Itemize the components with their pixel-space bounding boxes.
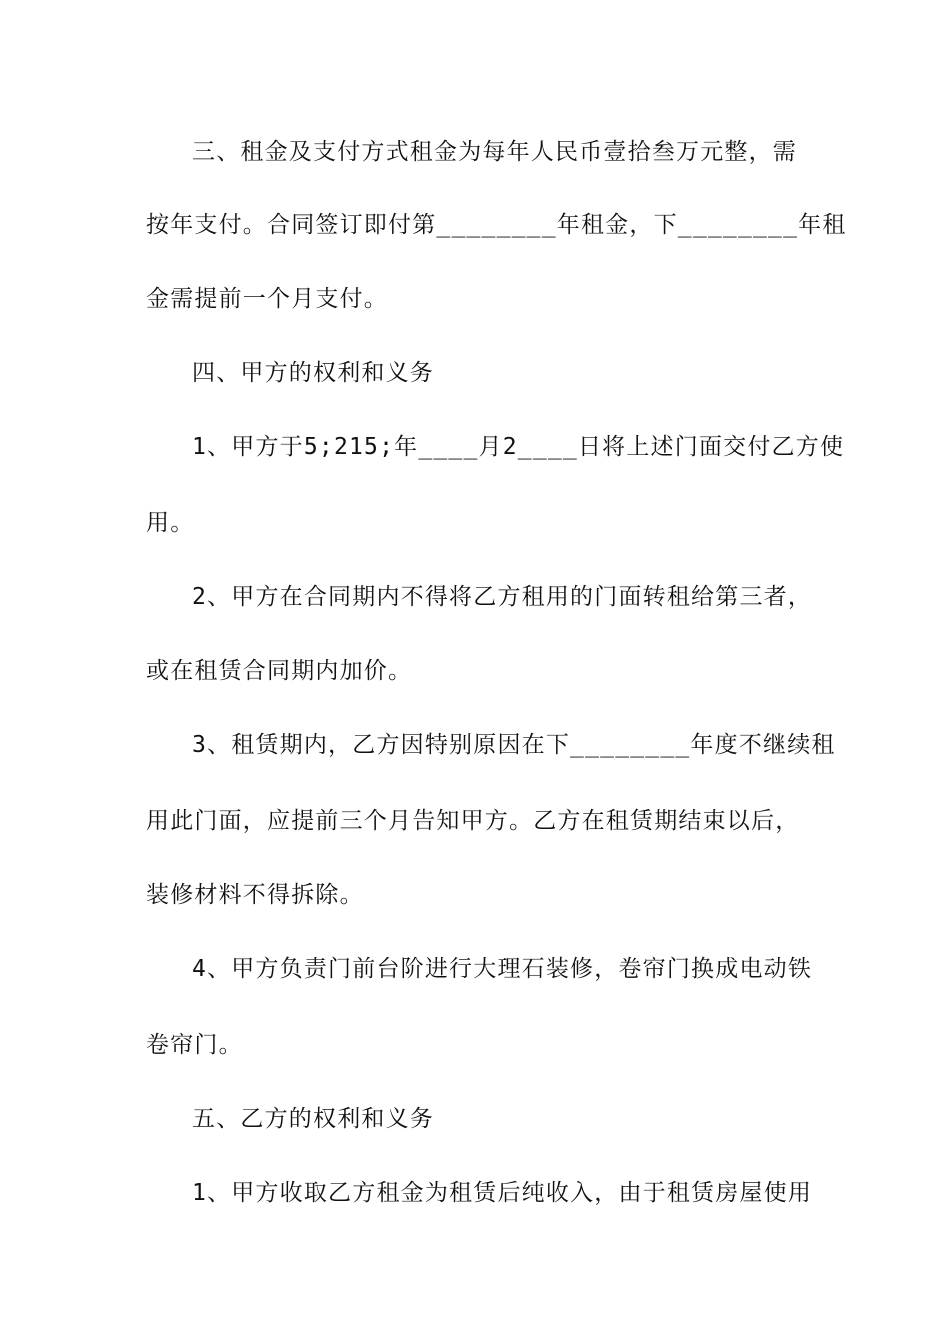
clause-a3-line-2: 用此门面，应提前三个月告知甲方。乙方在租赁期结束以后， bbox=[146, 808, 800, 834]
clause-a3-line-1: 3、租赁期内，乙方因特别原因在下________年度不继续租 bbox=[192, 732, 836, 758]
section-heading-party-a: 四、甲方的权利和义务 bbox=[192, 360, 434, 386]
clause-a2-line-1: 2、甲方在合同期内不得将乙方租用的门面转租给第三者， bbox=[192, 584, 813, 610]
clause-b1-line-1: 1、甲方收取乙方租金为租赁后纯收入，由于租赁房屋使用 bbox=[192, 1180, 813, 1206]
paragraph-rent-payment-line-2: 按年支付。合同签订即付第________年租金，下________年租 bbox=[146, 212, 847, 238]
clause-a4-line-2: 卷帘门。 bbox=[146, 1032, 243, 1058]
paragraph-rent-payment-line-3: 金需提前一个月支付。 bbox=[146, 286, 388, 312]
clause-a1-line-2: 用。 bbox=[146, 510, 195, 536]
section-heading-party-b: 五、乙方的权利和义务 bbox=[192, 1106, 434, 1132]
paragraph-rent-payment-line-1: 三、租金及支付方式租金为每年人民币壹拾叁万元整，需 bbox=[192, 139, 797, 165]
clause-a4-line-1: 4、甲方负责门前台阶进行大理石装修，卷帘门换成电动铁 bbox=[192, 956, 813, 982]
clause-a2-line-2: 或在租赁合同期内加价。 bbox=[146, 658, 413, 684]
clause-a3-line-3: 装修材料不得拆除。 bbox=[146, 882, 364, 908]
clause-a1-line-1: 1、甲方于5;215;年____月2____日将上述门面交付乙方使 bbox=[192, 434, 845, 460]
